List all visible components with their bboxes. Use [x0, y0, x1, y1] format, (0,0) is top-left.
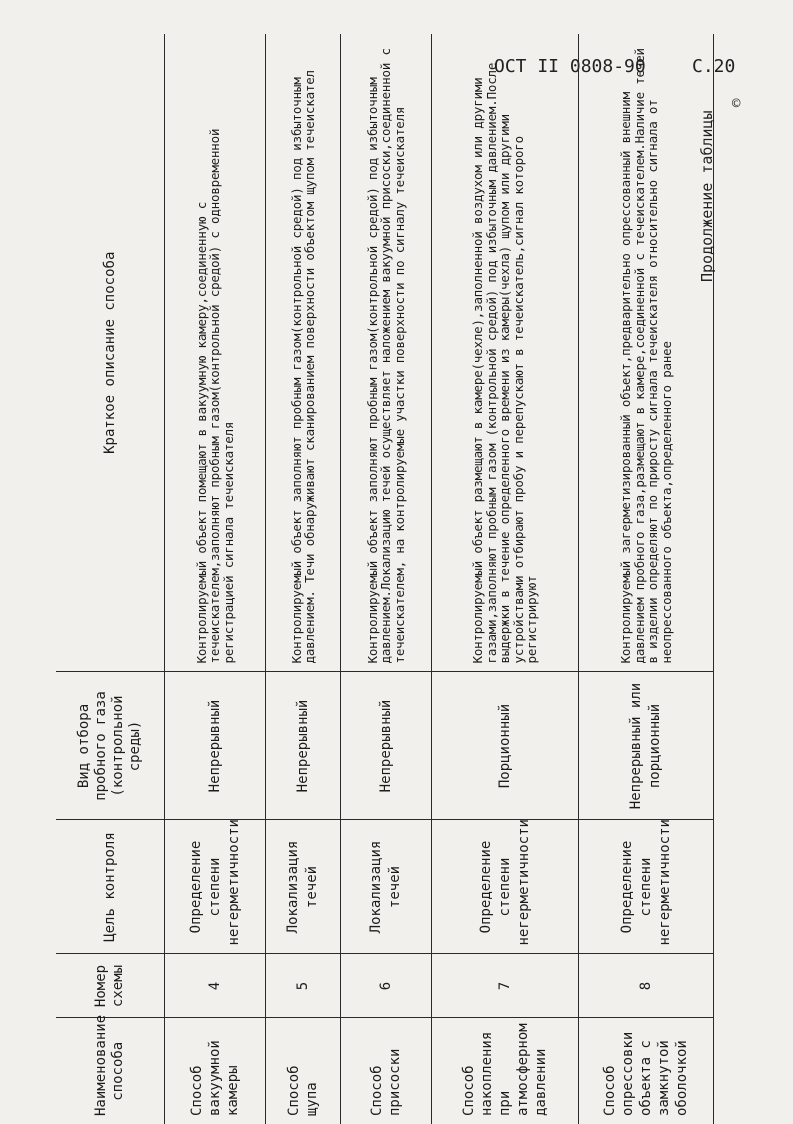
- methods-table: [56, 34, 714, 1124]
- control-goal-cell: Локализация течей: [341, 820, 432, 954]
- control-goal-cell: Локализация течей: [266, 820, 341, 954]
- header-control-goal: Цель контроля: [56, 820, 165, 954]
- scheme-number-cell: 7: [432, 954, 579, 1018]
- header-description: Краткое описание способа: [56, 34, 165, 672]
- table-row: [266, 34, 341, 1124]
- stamp-mark: ©: [732, 96, 741, 112]
- rotated-table-block: [56, 34, 776, 1124]
- table-row: [579, 34, 714, 1124]
- method-name-cell: Способ вакуумной камеры: [165, 1018, 266, 1124]
- header-scheme-number: Номер схемы: [56, 954, 165, 1018]
- header-method-name: Наименование способа: [56, 1018, 165, 1124]
- method-name-cell: Способ накопления при атмосферном давлении: [432, 1018, 579, 1124]
- scheme-number-cell: 6: [341, 954, 432, 1018]
- sampling-mode-cell: Непрерывный или порционный: [579, 672, 714, 820]
- control-goal-cell: Определение степени негерметичности: [432, 820, 579, 954]
- method-name-cell: Способ щупа: [266, 1018, 341, 1124]
- description-cell: Контролируемый загерметизированный объект,предварительно опрессованный внешним давлением пробного газа,размещают в камере,соединенной с течеискателем.Наличие течей в изделии определяют по приросту сигнала течеискателя относительно сигнала от неопрессованного объекта,определенного ранее: [579, 34, 714, 672]
- method-name-cell: Способ опрессовки объекта с замкнутой оболочкой: [579, 1018, 714, 1124]
- scheme-number-cell: 4: [165, 954, 266, 1018]
- scheme-number-cell: 8: [579, 954, 714, 1018]
- control-goal-cell: Определение степени негерметичности: [579, 820, 714, 954]
- description-cell: Контролируемый объект размещают в камере(чехле),заполненной воздухом или другими газами,заполняют пробным газом (контрольной средой) под избыточным давлением.После выдержки в течение определенного времени из камеры(чехла) щупом или другими устройствами отбирают пробу и перепускают в течеискатель,сигнал которого регистрируют: [432, 34, 579, 672]
- sampling-mode-cell: Непрерывный: [341, 672, 432, 820]
- description-cell: Контролируемый объект помещают в вакуумную камеру,соединенную с течеискателем,заполняют пробным газом(контрольной средой) с одновременной регистрацией сигнала течеискателя: [165, 34, 266, 672]
- table-row: [341, 34, 432, 1124]
- sampling-mode-cell: Порционный: [432, 672, 579, 820]
- control-goal-cell: Определение степени негерметичности: [165, 820, 266, 954]
- table-header-row: [56, 34, 165, 1124]
- method-name-cell: Способ присоски: [341, 1018, 432, 1124]
- table-row: [432, 34, 579, 1124]
- scheme-number-cell: 5: [266, 954, 341, 1018]
- table-caption: Продолжение таблицы: [698, 110, 716, 282]
- standard-number: ОСТ II 0808-90: [494, 56, 646, 77]
- sampling-mode-cell: Непрерывный: [165, 672, 266, 820]
- header-sampling-mode: Вид отбора пробного газа (контрольной среды): [56, 672, 165, 820]
- sampling-mode-cell: Непрерывный: [266, 672, 341, 820]
- description-cell: Контролируемый объект заполняют пробным газом(контрольной средой) под избыточным давлением.Локализацию течей осуществляет наложением вакуумной присоски,соединенной с течеискателем, на контролируемые участки поверхности по сигналу течеискателя: [341, 34, 432, 672]
- description-cell: Контролируемый объект заполняют пробным газом(контрольной средой) под избыточным давлением. Течи обнаруживают сканированием поверхности объектом щупом течеискател: [266, 34, 341, 672]
- table-row: [165, 34, 266, 1124]
- page-number: С.20: [692, 56, 736, 77]
